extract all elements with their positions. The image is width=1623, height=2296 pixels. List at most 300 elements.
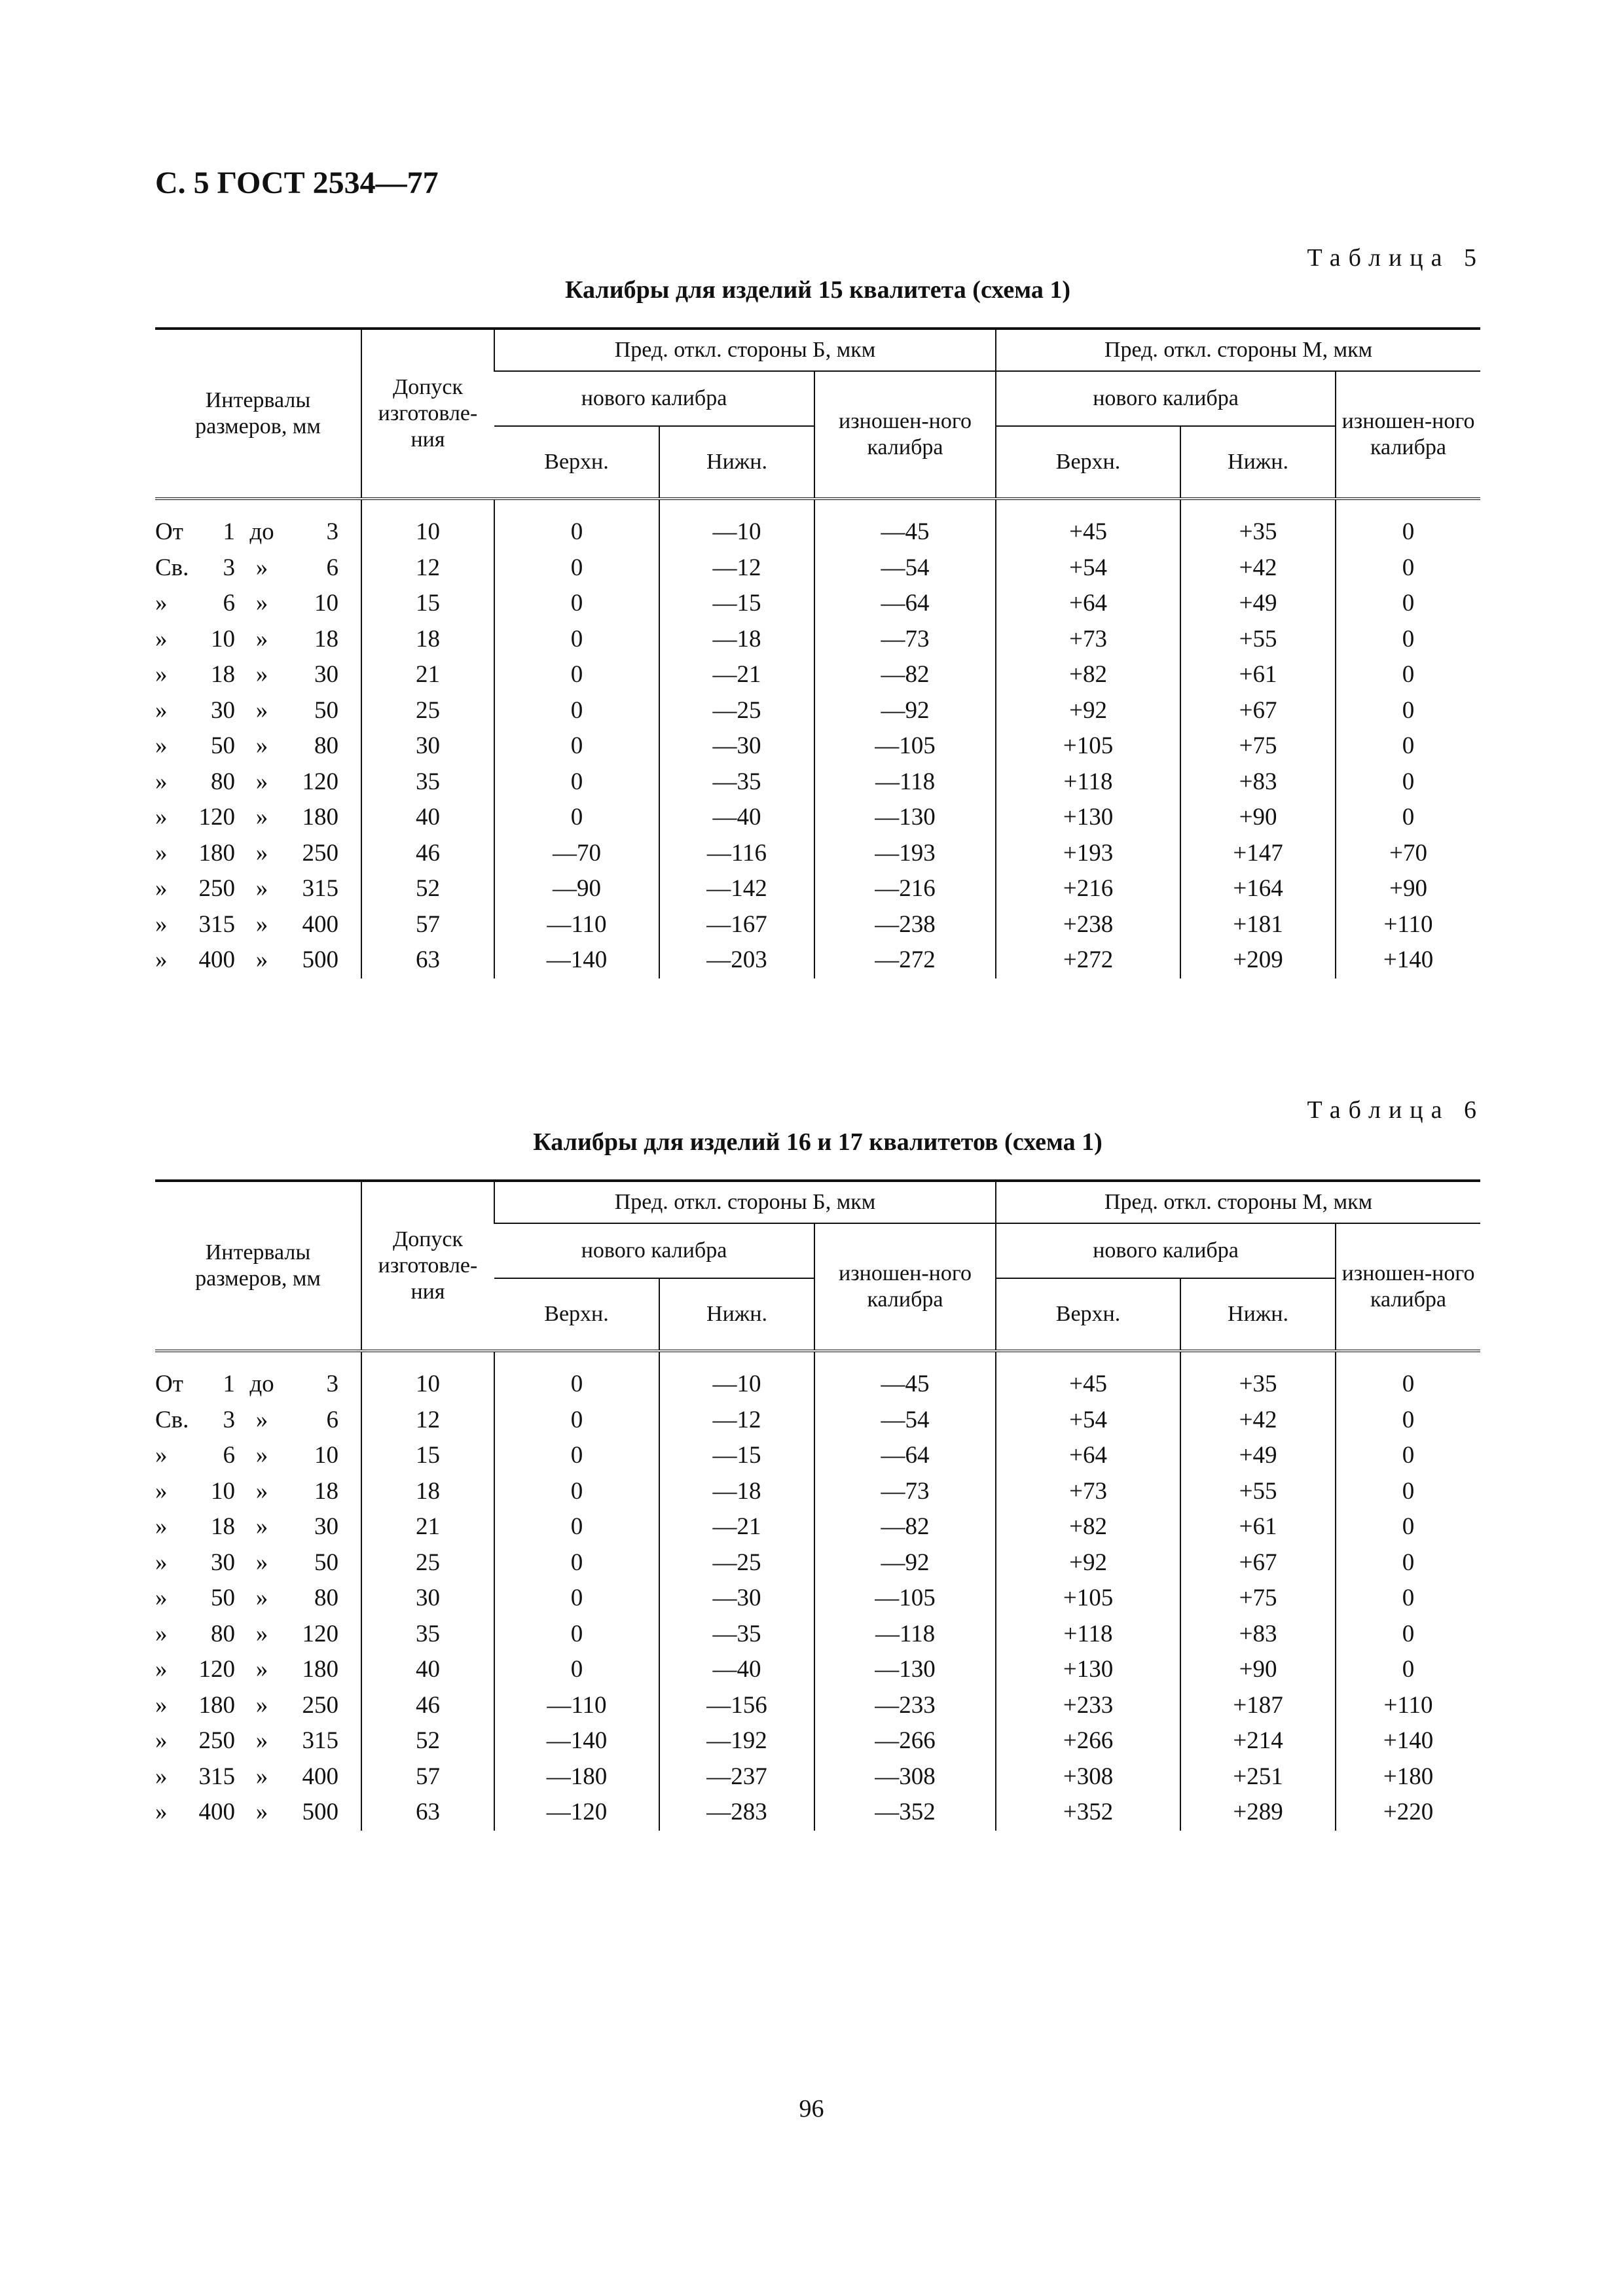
interval-cell bbox=[155, 1795, 361, 1831]
tolerance-cell: 35 bbox=[361, 1617, 494, 1653]
b-lower-cell: —18 bbox=[659, 1474, 814, 1510]
header-m-lower: Нижн. bbox=[1180, 1278, 1336, 1351]
tolerance-cell: 52 bbox=[361, 871, 494, 907]
page-number: 96 bbox=[799, 2095, 824, 2123]
b-worn-cell: —272 bbox=[814, 942, 996, 978]
m-lower-cell: +90 bbox=[1180, 800, 1336, 836]
m-upper-cell: +105 bbox=[996, 728, 1180, 764]
interval-cell bbox=[155, 499, 361, 550]
m-upper-cell: +105 bbox=[996, 1581, 1180, 1617]
b-worn-cell: —73 bbox=[814, 1474, 996, 1510]
b-worn-cell: —105 bbox=[814, 728, 996, 764]
interval-cell bbox=[155, 728, 361, 764]
b-worn-cell: —233 bbox=[814, 1688, 996, 1724]
b-lower-cell: —35 bbox=[659, 1617, 814, 1653]
m-worn-cell: 0 bbox=[1336, 800, 1480, 836]
interval-from: 10 bbox=[211, 1477, 235, 1505]
interval-from: 400 bbox=[198, 946, 235, 974]
m-lower-cell: +67 bbox=[1180, 1545, 1336, 1581]
header-side-m: Пред. откл. стороны М, мкм bbox=[996, 329, 1480, 371]
interval-from: 180 bbox=[198, 839, 235, 867]
tolerance-cell: 57 bbox=[361, 907, 494, 943]
tolerance-cell: 10 bbox=[361, 499, 494, 550]
m-upper-cell: +130 bbox=[996, 800, 1180, 836]
table-row bbox=[155, 1474, 1480, 1510]
interval-from: 30 bbox=[211, 696, 235, 724]
b-lower-cell: —12 bbox=[659, 550, 814, 586]
m-upper-cell: +352 bbox=[996, 1795, 1180, 1831]
interval-mid: » bbox=[255, 1406, 268, 1433]
table-label: Таблица 6 bbox=[1307, 1096, 1484, 1124]
interval-mid: » bbox=[255, 1763, 268, 1790]
b-worn-cell: —118 bbox=[814, 1617, 996, 1653]
interval-to: 120 bbox=[302, 768, 338, 795]
interval-pre: От bbox=[155, 1371, 183, 1398]
interval-mid: » bbox=[255, 1549, 268, 1576]
m-worn-cell: +220 bbox=[1336, 1795, 1480, 1831]
b-lower-cell: —21 bbox=[659, 657, 814, 693]
m-upper-cell: +130 bbox=[996, 1652, 1180, 1688]
m-upper-cell: +54 bbox=[996, 550, 1180, 586]
interval-mid: » bbox=[255, 1727, 268, 1755]
b-worn-cell: —105 bbox=[814, 1581, 996, 1617]
interval-mid: » bbox=[255, 1513, 268, 1541]
m-upper-cell: +308 bbox=[996, 1759, 1180, 1795]
interval-cell bbox=[155, 1581, 361, 1617]
m-upper-cell: +45 bbox=[996, 1351, 1180, 1403]
header-b-new: нового калибра bbox=[494, 1223, 814, 1278]
b-upper-cell: 0 bbox=[494, 764, 659, 800]
interval-cell bbox=[155, 586, 361, 622]
header-tolerance: Допуск изготовле-ния bbox=[361, 1181, 494, 1351]
table-row bbox=[155, 836, 1480, 872]
m-lower-cell: +214 bbox=[1180, 1723, 1336, 1759]
m-worn-cell: 0 bbox=[1336, 1474, 1480, 1510]
interval-pre: Св. bbox=[155, 1406, 189, 1433]
m-upper-cell: +64 bbox=[996, 586, 1180, 622]
header-tolerance: Допуск изготовле-ния bbox=[361, 329, 494, 499]
interval-mid: » bbox=[255, 625, 268, 653]
m-worn-cell: 0 bbox=[1336, 1617, 1480, 1653]
interval-mid: до bbox=[249, 518, 274, 546]
interval-mid: » bbox=[255, 804, 268, 831]
b-upper-cell: 0 bbox=[494, 1509, 659, 1545]
m-upper-cell: +82 bbox=[996, 657, 1180, 693]
interval-to: 10 bbox=[314, 1442, 338, 1469]
interval-mid: » bbox=[255, 875, 268, 903]
b-lower-cell: —116 bbox=[659, 836, 814, 872]
m-worn-cell: 0 bbox=[1336, 657, 1480, 693]
m-lower-cell: +67 bbox=[1180, 693, 1336, 729]
interval-pre: » bbox=[155, 1799, 168, 1826]
interval-mid: » bbox=[255, 910, 268, 938]
m-lower-cell: +75 bbox=[1180, 1581, 1336, 1617]
interval-to: 120 bbox=[302, 1620, 338, 1647]
m-upper-cell: +82 bbox=[996, 1509, 1180, 1545]
m-worn-cell: +70 bbox=[1336, 836, 1480, 872]
tolerance-cell: 12 bbox=[361, 550, 494, 586]
tolerance-cell: 12 bbox=[361, 1403, 494, 1439]
table-row bbox=[155, 942, 1480, 978]
interval-cell bbox=[155, 550, 361, 586]
interval-to: 400 bbox=[302, 1763, 338, 1790]
b-lower-cell: —40 bbox=[659, 800, 814, 836]
m-worn-cell: +180 bbox=[1336, 1759, 1480, 1795]
tolerance-cell: 52 bbox=[361, 1723, 494, 1759]
interval-mid: » bbox=[255, 661, 268, 689]
table-row bbox=[155, 1617, 1480, 1653]
interval-to: 250 bbox=[302, 1691, 338, 1719]
m-worn-cell: 0 bbox=[1336, 622, 1480, 658]
m-worn-cell: 0 bbox=[1336, 499, 1480, 550]
table-row bbox=[155, 586, 1480, 622]
m-worn-cell: 0 bbox=[1336, 1438, 1480, 1474]
b-upper-cell: 0 bbox=[494, 800, 659, 836]
header-m-upper: Верхн. bbox=[996, 426, 1180, 499]
interval-pre: » bbox=[155, 1442, 168, 1469]
m-upper-cell: +118 bbox=[996, 764, 1180, 800]
m-lower-cell: +35 bbox=[1180, 499, 1336, 550]
tolerance-cell: 30 bbox=[361, 1581, 494, 1617]
b-lower-cell: —40 bbox=[659, 1652, 814, 1688]
interval-pre: Св. bbox=[155, 554, 189, 581]
table-5-block bbox=[155, 243, 1484, 978]
interval-to: 250 bbox=[302, 839, 338, 867]
b-lower-cell: —10 bbox=[659, 499, 814, 550]
header-side-b: Пред. откл. стороны Б, мкм bbox=[494, 329, 996, 371]
b-upper-cell: —120 bbox=[494, 1795, 659, 1831]
m-worn-cell: +140 bbox=[1336, 942, 1480, 978]
interval-from: 1 bbox=[223, 1371, 235, 1398]
b-worn-cell: —64 bbox=[814, 586, 996, 622]
b-worn-cell: —238 bbox=[814, 907, 996, 943]
m-worn-cell: 0 bbox=[1336, 764, 1480, 800]
header-b-lower: Нижн. bbox=[659, 1278, 814, 1351]
table-row bbox=[155, 693, 1480, 729]
b-worn-cell: —216 bbox=[814, 871, 996, 907]
m-upper-cell: +45 bbox=[996, 499, 1180, 550]
table-5 bbox=[155, 327, 1480, 978]
page-header: С. 5 ГОСТ 2534—77 bbox=[155, 166, 439, 200]
interval-mid: » bbox=[255, 1691, 268, 1719]
b-lower-cell: —15 bbox=[659, 586, 814, 622]
interval-mid: » bbox=[255, 1656, 268, 1683]
interval-to: 80 bbox=[314, 1585, 338, 1612]
m-lower-cell: +90 bbox=[1180, 1652, 1336, 1688]
interval-to: 30 bbox=[314, 1513, 338, 1541]
table-row bbox=[155, 1688, 1480, 1724]
b-upper-cell: 0 bbox=[494, 693, 659, 729]
tolerance-cell: 63 bbox=[361, 1795, 494, 1831]
b-lower-cell: —192 bbox=[659, 1723, 814, 1759]
tolerance-cell: 46 bbox=[361, 836, 494, 872]
tolerance-cell: 18 bbox=[361, 1474, 494, 1510]
b-upper-cell: 0 bbox=[494, 1545, 659, 1581]
b-upper-cell: 0 bbox=[494, 1652, 659, 1688]
tolerance-cell: 18 bbox=[361, 622, 494, 658]
m-lower-cell: +49 bbox=[1180, 586, 1336, 622]
interval-to: 18 bbox=[314, 625, 338, 653]
interval-to: 180 bbox=[302, 1656, 338, 1683]
header-b-new: нового калибра bbox=[494, 371, 814, 426]
interval-from: 6 bbox=[223, 590, 235, 617]
tolerance-cell: 46 bbox=[361, 1688, 494, 1724]
tolerance-cell: 25 bbox=[361, 693, 494, 729]
interval-to: 6 bbox=[326, 554, 338, 581]
interval-from: 18 bbox=[211, 661, 235, 689]
m-upper-cell: +73 bbox=[996, 622, 1180, 658]
m-worn-cell: +90 bbox=[1336, 871, 1480, 907]
table-row bbox=[155, 1438, 1480, 1474]
tolerance-cell: 21 bbox=[361, 1509, 494, 1545]
interval-cell bbox=[155, 1759, 361, 1795]
interval-mid: » bbox=[255, 768, 268, 795]
interval-pre: » bbox=[155, 732, 168, 760]
b-upper-cell: 0 bbox=[494, 728, 659, 764]
interval-pre: » bbox=[155, 1477, 168, 1505]
b-upper-cell: 0 bbox=[494, 1351, 659, 1403]
interval-pre: От bbox=[155, 518, 183, 546]
interval-cell bbox=[155, 622, 361, 658]
interval-pre: » bbox=[155, 1549, 168, 1576]
interval-to: 180 bbox=[302, 804, 338, 831]
interval-to: 50 bbox=[314, 696, 338, 724]
interval-cell bbox=[155, 1438, 361, 1474]
header-side-m: Пред. откл. стороны М, мкм bbox=[996, 1181, 1480, 1223]
b-upper-cell: —90 bbox=[494, 871, 659, 907]
interval-from: 400 bbox=[198, 1799, 235, 1826]
b-upper-cell: —70 bbox=[494, 836, 659, 872]
header-b-upper: Верхн. bbox=[494, 426, 659, 499]
interval-from: 250 bbox=[198, 1727, 235, 1755]
header-m-worn: изношен-ного калибра bbox=[1336, 1223, 1480, 1351]
interval-cell bbox=[155, 1474, 361, 1510]
b-upper-cell: —180 bbox=[494, 1759, 659, 1795]
table-row bbox=[155, 1509, 1480, 1545]
b-upper-cell: 0 bbox=[494, 622, 659, 658]
table-row bbox=[155, 764, 1480, 800]
b-lower-cell: —156 bbox=[659, 1688, 814, 1724]
b-lower-cell: —30 bbox=[659, 1581, 814, 1617]
m-upper-cell: +92 bbox=[996, 1545, 1180, 1581]
m-worn-cell: 0 bbox=[1336, 728, 1480, 764]
interval-from: 120 bbox=[198, 804, 235, 831]
table-row bbox=[155, 907, 1480, 943]
tolerance-cell: 40 bbox=[361, 800, 494, 836]
b-upper-cell: 0 bbox=[494, 1403, 659, 1439]
header-m-new: нового калибра bbox=[996, 371, 1336, 426]
interval-to: 500 bbox=[302, 946, 338, 974]
table-row bbox=[155, 622, 1480, 658]
table-row bbox=[155, 1759, 1480, 1795]
b-lower-cell: —12 bbox=[659, 1403, 814, 1439]
interval-from: 80 bbox=[211, 1620, 235, 1647]
table-row bbox=[155, 1545, 1480, 1581]
m-worn-cell: 0 bbox=[1336, 1403, 1480, 1439]
header-b-upper: Верхн. bbox=[494, 1278, 659, 1351]
m-lower-cell: +61 bbox=[1180, 1509, 1336, 1545]
header-m-lower: Нижн. bbox=[1180, 426, 1336, 499]
interval-pre: » bbox=[155, 1691, 168, 1719]
interval-from: 250 bbox=[198, 875, 235, 903]
interval-to: 6 bbox=[326, 1406, 338, 1433]
interval-pre: » bbox=[155, 1656, 168, 1683]
b-worn-cell: —130 bbox=[814, 800, 996, 836]
tolerance-cell: 10 bbox=[361, 1351, 494, 1403]
b-worn-cell: —266 bbox=[814, 1723, 996, 1759]
table-row bbox=[155, 871, 1480, 907]
table-row bbox=[155, 657, 1480, 693]
b-lower-cell: —283 bbox=[659, 1795, 814, 1831]
m-upper-cell: +272 bbox=[996, 942, 1180, 978]
interval-pre: » bbox=[155, 590, 168, 617]
tolerance-cell: 40 bbox=[361, 1652, 494, 1688]
b-upper-cell: 0 bbox=[494, 1581, 659, 1617]
interval-pre: » bbox=[155, 661, 168, 689]
interval-to: 3 bbox=[326, 518, 338, 546]
interval-cell bbox=[155, 1509, 361, 1545]
m-upper-cell: +266 bbox=[996, 1723, 1180, 1759]
interval-from: 315 bbox=[198, 1763, 235, 1790]
interval-pre: » bbox=[155, 625, 168, 653]
interval-from: 3 bbox=[223, 1406, 235, 1433]
interval-mid: » bbox=[255, 590, 268, 617]
tolerance-cell: 63 bbox=[361, 942, 494, 978]
table-label: Таблица 5 bbox=[1307, 244, 1484, 272]
interval-cell bbox=[155, 1351, 361, 1403]
m-upper-cell: +118 bbox=[996, 1617, 1180, 1653]
interval-cell bbox=[155, 1723, 361, 1759]
header-interval: Интервалы размеров, мм bbox=[155, 329, 361, 499]
interval-pre: » bbox=[155, 1513, 168, 1541]
tolerance-cell: 57 bbox=[361, 1759, 494, 1795]
m-lower-cell: +289 bbox=[1180, 1795, 1336, 1831]
table-row bbox=[155, 800, 1480, 836]
interval-pre: » bbox=[155, 875, 168, 903]
b-upper-cell: —140 bbox=[494, 942, 659, 978]
table-row bbox=[155, 1652, 1480, 1688]
b-worn-cell: —45 bbox=[814, 1351, 996, 1403]
m-worn-cell: +140 bbox=[1336, 1723, 1480, 1759]
b-lower-cell: —21 bbox=[659, 1509, 814, 1545]
b-lower-cell: —35 bbox=[659, 764, 814, 800]
b-worn-cell: —352 bbox=[814, 1795, 996, 1831]
interval-cell bbox=[155, 836, 361, 872]
table-row bbox=[155, 1581, 1480, 1617]
m-worn-cell: +110 bbox=[1336, 907, 1480, 943]
m-worn-cell: 0 bbox=[1336, 1351, 1480, 1403]
interval-cell bbox=[155, 1545, 361, 1581]
interval-pre: » bbox=[155, 696, 168, 724]
header-interval: Интервалы размеров, мм bbox=[155, 1181, 361, 1351]
interval-from: 50 bbox=[211, 732, 235, 760]
interval-cell bbox=[155, 657, 361, 693]
interval-from: 3 bbox=[223, 554, 235, 581]
interval-from: 120 bbox=[198, 1656, 235, 1683]
interval-to: 400 bbox=[302, 910, 338, 938]
m-lower-cell: +83 bbox=[1180, 764, 1336, 800]
tolerance-cell: 15 bbox=[361, 586, 494, 622]
interval-mid: » bbox=[255, 1477, 268, 1505]
interval-cell bbox=[155, 1403, 361, 1439]
interval-to: 3 bbox=[326, 1371, 338, 1398]
m-lower-cell: +61 bbox=[1180, 657, 1336, 693]
b-worn-cell: —82 bbox=[814, 657, 996, 693]
b-worn-cell: —64 bbox=[814, 1438, 996, 1474]
b-worn-cell: —130 bbox=[814, 1652, 996, 1688]
table-row bbox=[155, 728, 1480, 764]
interval-mid: » bbox=[255, 554, 268, 581]
b-lower-cell: —167 bbox=[659, 907, 814, 943]
interval-mid: » bbox=[255, 1442, 268, 1469]
b-worn-cell: —118 bbox=[814, 764, 996, 800]
b-lower-cell: —237 bbox=[659, 1759, 814, 1795]
m-lower-cell: +42 bbox=[1180, 1403, 1336, 1439]
tolerance-cell: 25 bbox=[361, 1545, 494, 1581]
m-worn-cell: 0 bbox=[1336, 1652, 1480, 1688]
m-lower-cell: +209 bbox=[1180, 942, 1336, 978]
interval-cell bbox=[155, 693, 361, 729]
m-upper-cell: +238 bbox=[996, 907, 1180, 943]
interval-mid: » bbox=[255, 946, 268, 974]
m-upper-cell: +193 bbox=[996, 836, 1180, 872]
interval-cell bbox=[155, 1652, 361, 1688]
tolerance-cell: 30 bbox=[361, 728, 494, 764]
b-upper-cell: 0 bbox=[494, 657, 659, 693]
interval-cell bbox=[155, 907, 361, 943]
interval-pre: » bbox=[155, 910, 168, 938]
interval-to: 80 bbox=[314, 732, 338, 760]
header-m-upper: Верхн. bbox=[996, 1278, 1180, 1351]
m-worn-cell: 0 bbox=[1336, 1581, 1480, 1617]
b-lower-cell: —25 bbox=[659, 693, 814, 729]
interval-mid: » bbox=[255, 732, 268, 760]
tolerance-cell: 15 bbox=[361, 1438, 494, 1474]
table-row bbox=[155, 1351, 1480, 1403]
interval-to: 30 bbox=[314, 661, 338, 689]
table-row bbox=[155, 550, 1480, 586]
interval-cell bbox=[155, 871, 361, 907]
b-worn-cell: —54 bbox=[814, 1403, 996, 1439]
interval-from: 180 bbox=[198, 1691, 235, 1719]
interval-cell bbox=[155, 1617, 361, 1653]
b-worn-cell: —92 bbox=[814, 693, 996, 729]
interval-from: 30 bbox=[211, 1549, 235, 1576]
interval-from: 50 bbox=[211, 1585, 235, 1612]
interval-to: 50 bbox=[314, 1549, 338, 1576]
m-lower-cell: +55 bbox=[1180, 622, 1336, 658]
interval-to: 10 bbox=[314, 590, 338, 617]
m-worn-cell: +110 bbox=[1336, 1688, 1480, 1724]
interval-mid: » bbox=[255, 839, 268, 867]
table-row bbox=[155, 499, 1480, 550]
b-upper-cell: —140 bbox=[494, 1723, 659, 1759]
b-worn-cell: —54 bbox=[814, 550, 996, 586]
b-upper-cell: 0 bbox=[494, 1617, 659, 1653]
table-6-block bbox=[155, 1096, 1484, 1831]
table-title: Калибры для изделий 16 и 17 квалитетов (схема 1) bbox=[533, 1128, 1103, 1156]
m-lower-cell: +147 bbox=[1180, 836, 1336, 872]
b-lower-cell: —203 bbox=[659, 942, 814, 978]
m-worn-cell: 0 bbox=[1336, 550, 1480, 586]
interval-from: 315 bbox=[198, 910, 235, 938]
b-worn-cell: —82 bbox=[814, 1509, 996, 1545]
b-upper-cell: —110 bbox=[494, 1688, 659, 1724]
header-b-lower: Нижн. bbox=[659, 426, 814, 499]
interval-cell bbox=[155, 764, 361, 800]
m-worn-cell: 0 bbox=[1336, 693, 1480, 729]
interval-mid: » bbox=[255, 1620, 268, 1647]
